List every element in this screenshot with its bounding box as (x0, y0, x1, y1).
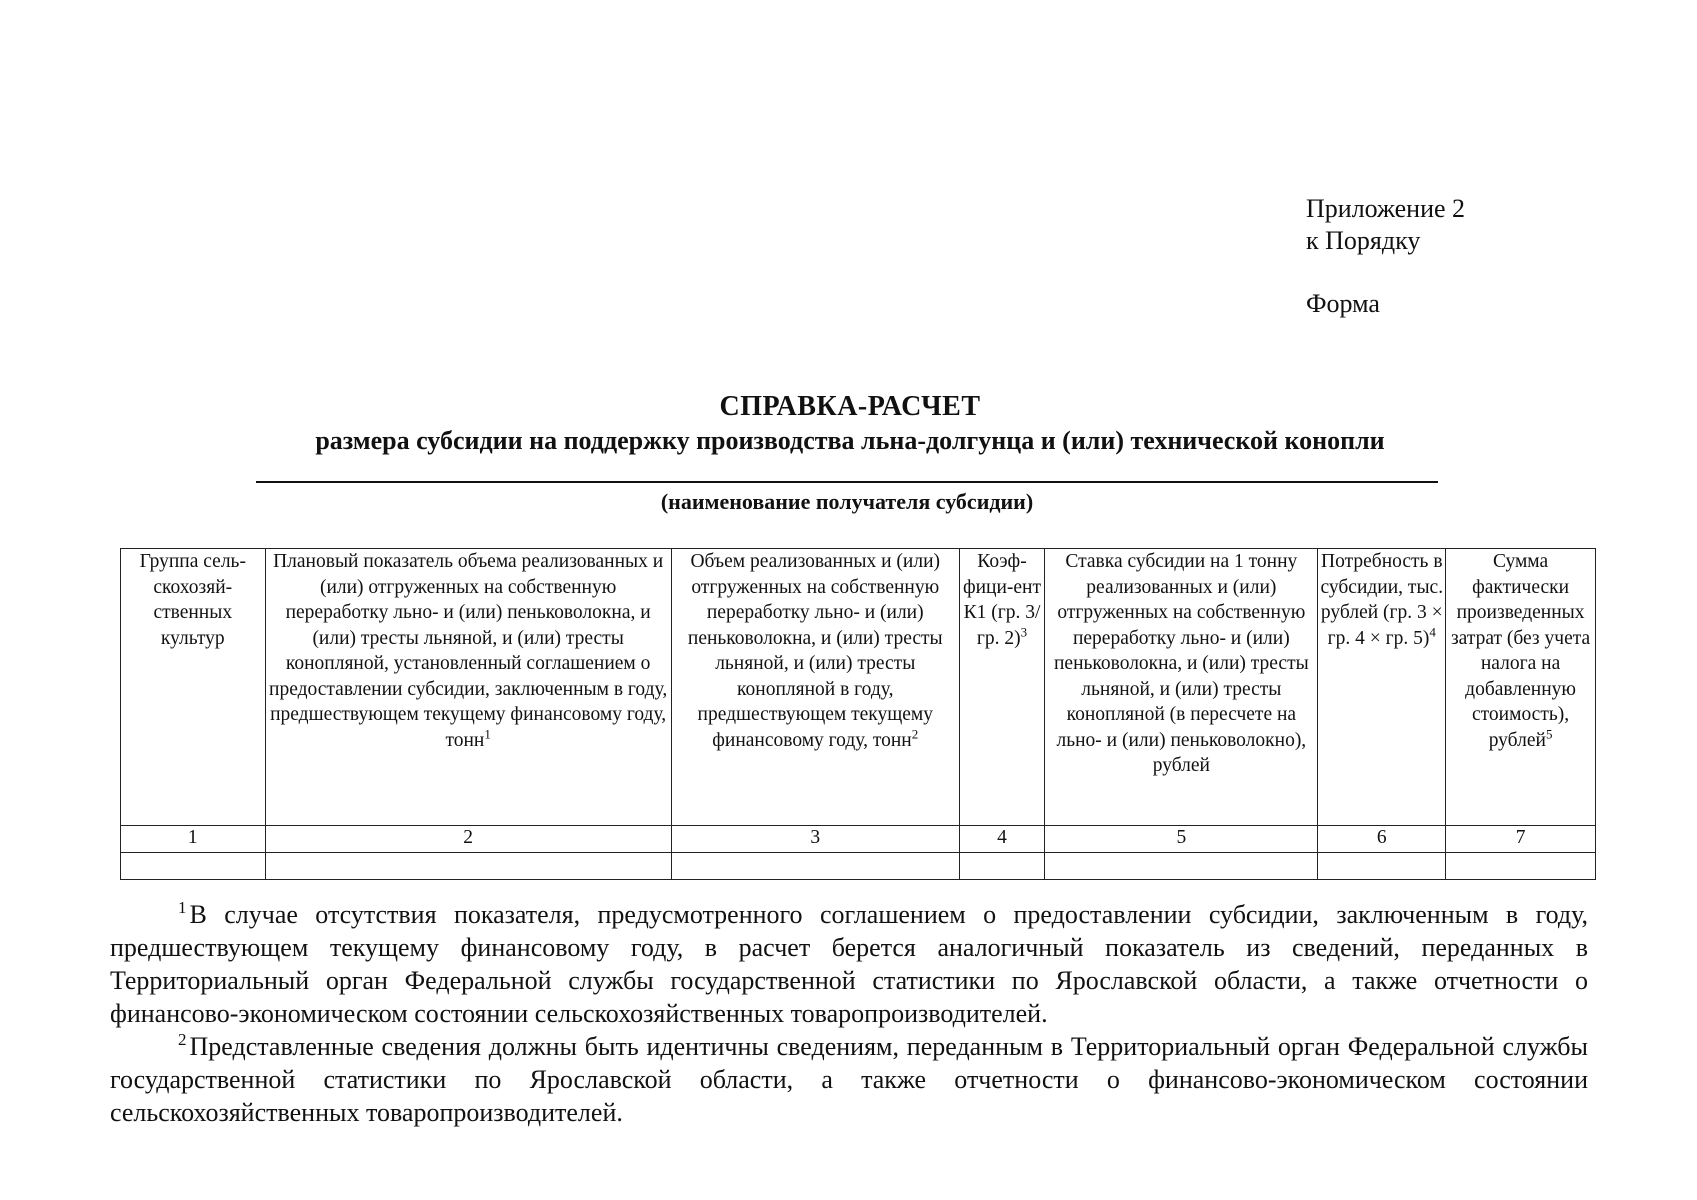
column-number: 3 (671, 826, 959, 853)
table-cell (671, 853, 959, 880)
appendix-label (1306, 193, 1465, 320)
column-header-subsidy-rate: Ставка субсидии на 1 тонну реализованных и (или) отгруженных на собственную переработку льно- и (или) пеньковолокна, и (или) тресты льняной, и (или) тресты конопляной (в пересчете на льно- и (или) пеньковолокно), рублей (1045, 549, 1318, 826)
data-entry-row (121, 853, 1596, 880)
table-cell (265, 853, 671, 880)
calculation-table (120, 548, 1596, 880)
footnote-text: В случае отсутствия показателя, предусмотренного соглашением о предоставлении субсидии, заключенным в году, предшествующем текущему финансовому году, в расчет берется аналогичный показатель из сведений, переданных в Территориальный орган Федеральной службы государственной статистики по Ярославской области, а также отчетности о финансово-экономическом состоянии сельскохозяйственных товаропроизводителей. (110, 900, 1588, 1028)
footnote-1 (110, 898, 1588, 1030)
appendix-reference: к Порядку (1306, 226, 1421, 255)
column-header-actual-volume: Объем реализованных и (или) отгруженных на собственную переработку льно- и (или) пеньковолокна, и (или) тресты льняной, и (или) тресты конопляной в году, предшествующем текущему финансовому году, тонн$^2$ (671, 549, 959, 826)
recipient-caption: (наименование получателя субсидии) (660, 489, 1034, 514)
column-header-subsidy-need: Потребность в субсидии, тыс. рублей (гр. 3 × гр. 4 × гр. 5)$^4$ (1318, 549, 1446, 826)
column-header-planned-volume: Плановый показатель объема реализованных и (или) отгруженных на собственную переработку льно- и (или) пеньковолокна, и (или) тресты льняной, и (или) тресты конопляной, установленный соглашением о предоставлении субсидии, заключенным в году, предшествующем текущему финансовому году, тонн$^1$ (265, 549, 671, 826)
table-cell (121, 853, 266, 880)
footnote-mark: 2 (178, 1030, 187, 1049)
column-number: 7 (1446, 826, 1596, 853)
table-cell (1446, 853, 1596, 880)
footnote-mark: 1 (178, 898, 187, 917)
appendix-number: Приложение 2 (1306, 194, 1466, 223)
table-cell (959, 853, 1044, 880)
column-header-crop-group: Группа сель-скохозяй-ственных культур (121, 549, 266, 826)
table-header-row (121, 549, 1596, 826)
recipient-name-line (256, 481, 1438, 483)
column-header-actual-costs: Сумма фактически произведенных затрат (без учета налога на добавленную стоимость), рублей$^5$ (1446, 549, 1596, 826)
column-number: 2 (265, 826, 671, 853)
table-cell (1045, 853, 1318, 880)
footnote-text: Представленные сведения должны быть идентичны сведениям, переданным в Территориальный орган Федеральной службы государственной статистики по Ярославской области, а также отчетности о финансово-экономическом состоянии сельскохозяйственных товаропроизводителей. (110, 1032, 1588, 1127)
footnote-2 (110, 1030, 1588, 1129)
title-subtitle: размера субсидии на поддержку производства льна-долгунца и (или) технической конопли (315, 426, 1385, 455)
form-label: Форма (1306, 289, 1380, 318)
table-cell (1318, 853, 1446, 880)
document-title (250, 390, 1450, 458)
title-main: СПРАВКА-РАСЧЕТ (719, 391, 981, 422)
column-number: 1 (121, 826, 266, 853)
column-number: 4 (959, 826, 1044, 853)
column-number-row (121, 826, 1596, 853)
footnotes (110, 898, 1588, 1129)
column-number: 5 (1045, 826, 1318, 853)
column-header-coefficient: Коэф-фици-ент К1 (гр. 3/ гр. 2)$^3$ (959, 549, 1044, 826)
column-number: 6 (1318, 826, 1446, 853)
